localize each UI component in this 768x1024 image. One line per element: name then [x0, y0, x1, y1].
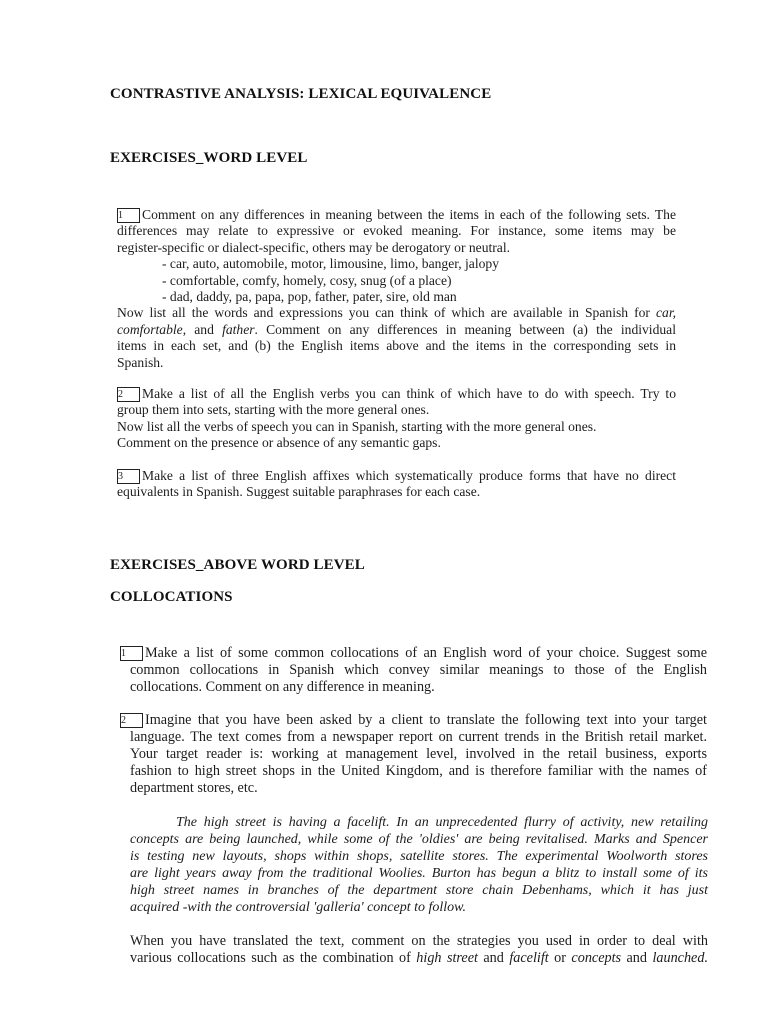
exercise-text: Comment on any differences in meaning between the items in each of the following sets. The — [142, 207, 676, 222]
italic-term: comfortable — [117, 321, 183, 337]
exercise-text: and — [626, 950, 647, 966]
exercise-text: differences may relate to expressive or evoked meaning. For instance, some items may be — [117, 223, 676, 239]
section-heading-collocations: COLLOCATIONS — [110, 589, 233, 605]
quote-line: acquired -with the controversial 'galleria' concept to follow. — [130, 900, 466, 915]
exercise-text: various collocations such as the combination of — [130, 950, 411, 966]
exercise-number-box: 3 — [117, 469, 140, 484]
word-set: - comfortable, comfy, homely, cosy, snug (of a place) — [162, 272, 452, 288]
exercise-2 — [117, 386, 676, 452]
italic-term: launched. — [652, 950, 708, 966]
quote-line: The high street is having a facelift. In an unprecedented flurry of activity, new retailing — [176, 815, 708, 830]
exercise-text: Comment on the presence or absence of any semantic gaps. — [117, 435, 441, 451]
exercise-text: fashion to high street shops in the United Kingdom, and is therefore familiar with the names of — [130, 763, 707, 779]
exercise-text: Imagine that you have been asked by a client to translate the following text into your target — [145, 712, 707, 728]
exercise-text: Make a list of some common collocations of an English word of your choice. Suggest some — [145, 645, 707, 661]
italic-term: car, — [655, 305, 676, 321]
exercise-number-box: 2 — [120, 713, 143, 728]
exercise-text: register-specific or dialect-specific, others may be derogatory or neutral. — [117, 239, 511, 255]
exercise-text: or — [554, 950, 566, 966]
exercise-text: . Comment on any differences in meaning between (a) the individual — [254, 321, 676, 337]
italic-term: high street — [416, 950, 478, 966]
collocation-exercise-1 — [120, 645, 707, 696]
section-heading-word-level: EXERCISES_WORD LEVEL — [110, 150, 308, 166]
exercise-number-box: 1 — [117, 208, 140, 223]
quote-line: are light years away from the traditional Woolies. Burton has begun a blitz to install some of its — [130, 866, 708, 881]
exercise-number-box: 1 — [120, 646, 143, 661]
exercise-3 — [117, 468, 676, 501]
follow-up-instruction — [130, 933, 708, 967]
word-set: - car, auto, automobile, motor, limousine, limo, banger, jalopy — [162, 256, 500, 272]
exercise-text: Make a list of all the English verbs you can think of which have to do with speech. Try to — [142, 386, 676, 401]
exercise-text: Spanish. — [117, 354, 164, 370]
exercise-text: collocations. Comment on any difference in meaning. — [130, 679, 435, 695]
italic-term: father — [222, 321, 255, 337]
quote-line: high street names in branches of the department store chain Debenhams, which it has just — [130, 883, 708, 898]
exercise-text: items in each set, and (b) the English items above and the items in the corresponding sets in — [117, 338, 676, 354]
collocation-exercise-2 — [120, 712, 707, 797]
section-heading-above-word-level: EXERCISES_ABOVE WORD LEVEL — [110, 557, 365, 573]
page-title: CONTRASTIVE ANALYSIS: LEXICAL EQUIVALENCE — [110, 86, 492, 102]
exercise-text: department stores, etc. — [130, 780, 258, 796]
quote-line: is testing new layouts, shops within shops, satellite stores. The experimental Woolworth stores — [130, 849, 708, 864]
exercise-text: Now list all the words and expressions you can think of which are available in Spanish for — [117, 305, 650, 321]
exercise-text: , and — [182, 321, 214, 337]
exercise-text: common collocations in Spanish which convey similar meanings to those of the English — [130, 662, 707, 678]
exercise-text: group them into sets, starting with the more general ones. — [117, 402, 430, 418]
exercise-text: Now list all the verbs of speech you can in Spanish, starting with the more general ones. — [117, 418, 597, 434]
exercise-text: language. The text comes from a newspaper report on current trends in the British retail market. — [130, 729, 707, 745]
exercise-1 — [117, 207, 676, 371]
exercise-text: Make a list of three English affixes which systematically produce forms that have no direct — [142, 468, 676, 483]
quote-line: concepts are being launched, while some of the 'oldies' are being revitalised. Marks and Spencer — [130, 832, 708, 847]
exercise-text: When you have translated the text, comment on the strategies you used in order to deal with — [130, 933, 708, 949]
exercise-number-box: 2 — [117, 387, 140, 402]
italic-term: facelift — [509, 950, 549, 966]
quoted-text — [130, 814, 708, 916]
exercise-text: equivalents in Spanish. Suggest suitable paraphrases for each case. — [117, 484, 481, 500]
exercise-text: Your target reader is: working at management level, involved in the retail business, exports — [130, 746, 707, 762]
exercise-text: and — [483, 950, 504, 966]
italic-term: concepts — [571, 950, 622, 966]
word-set: - dad, daddy, pa, papa, pop, father, pater, sire, old man — [162, 289, 457, 305]
